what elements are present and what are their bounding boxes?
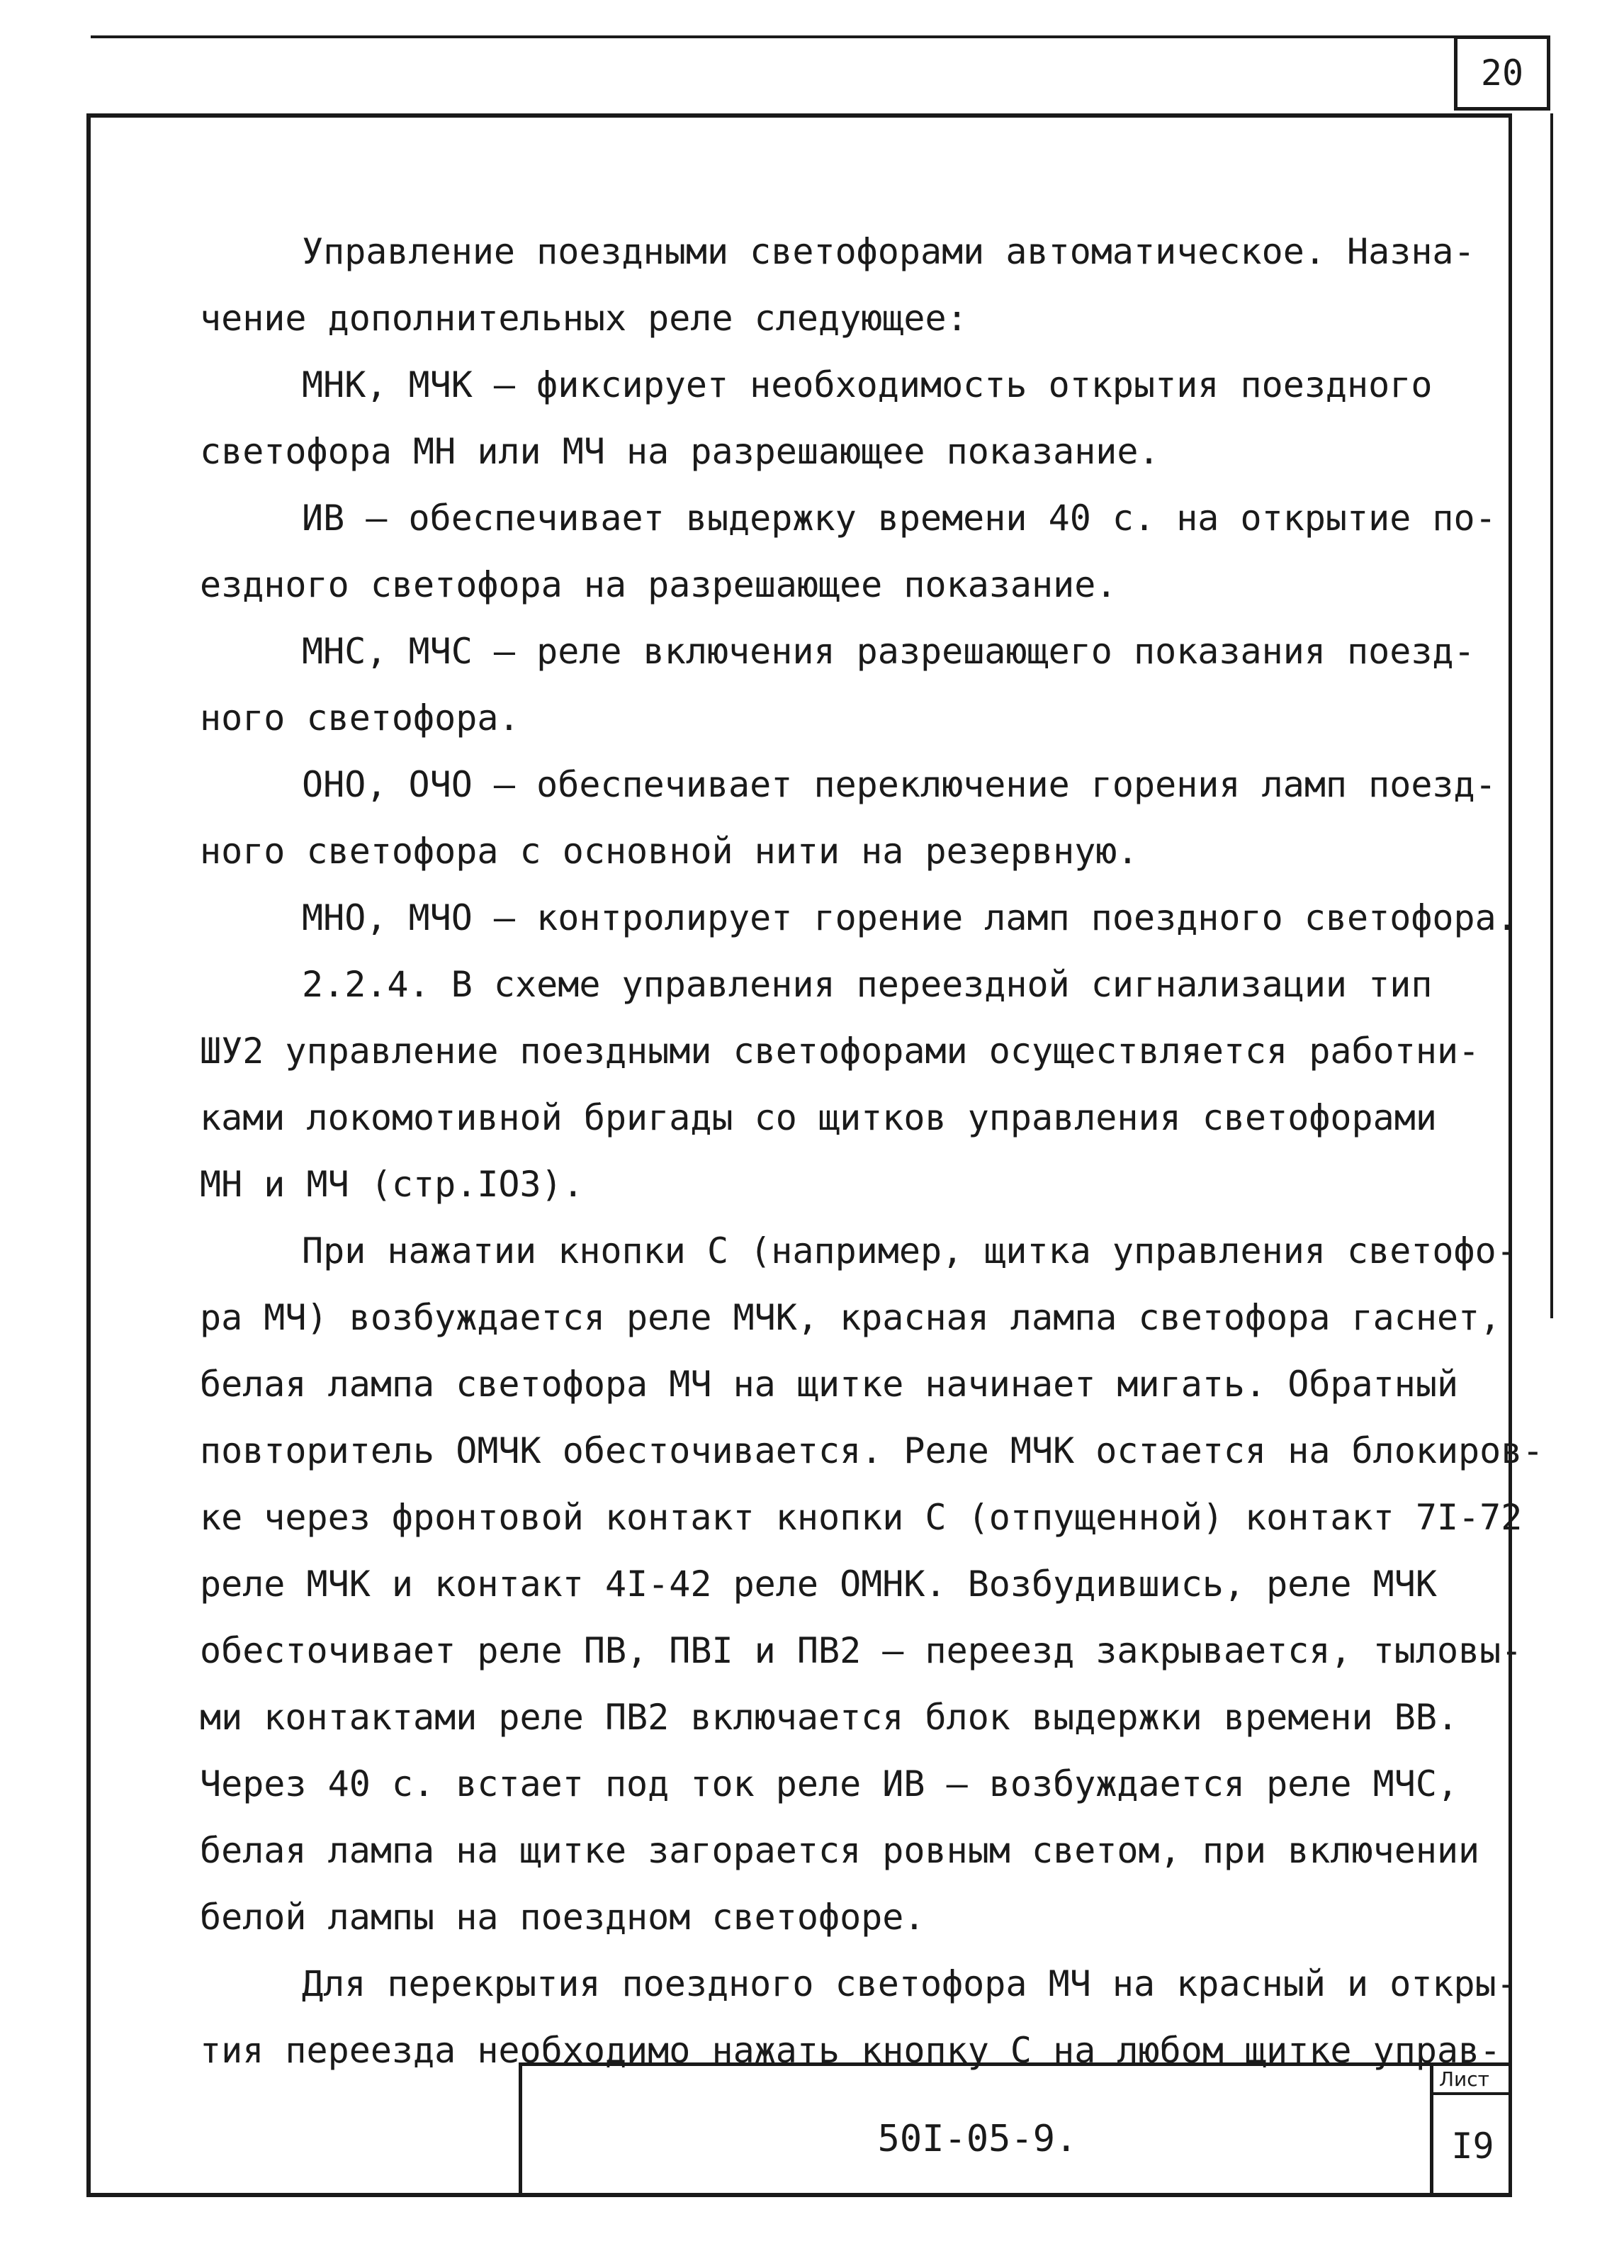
text-line: ками локомотивной бригады со щитков управления светофорами: [200, 1097, 1437, 1138]
text-line: МН и МЧ (стр.IO3).: [200, 1164, 584, 1205]
text-line: При нажатии кнопки С (например, щитка управления светофо-: [302, 1230, 1518, 1271]
text-line: белой лампы на поездном светофоре.: [200, 1897, 925, 1938]
text-line: повторитель ОМЧК обесточивается. Реле МЧК остается на блокиров-: [200, 1430, 1544, 1471]
sheet-label: Лист: [1430, 2062, 1512, 2095]
text-line: чение дополнительных реле следующее:: [200, 298, 968, 339]
text-line: ездного светофора на разрешающее показание.: [200, 564, 1117, 605]
text-line: тия переезда необходимо нажать кнопку С на любом щитке управ-: [200, 2030, 1501, 2071]
text-line: ОНО, ОЧО – обеспечивает переключение горения ламп поезд-: [302, 764, 1496, 805]
text-line: ми контактами реле ПВ2 включается блок выдержки времени ВВ.: [200, 1697, 1459, 1738]
text-line: ного светофора.: [200, 697, 520, 739]
text-line: ра МЧ) возбуждается реле МЧК, красная лампа светофора гаснет,: [200, 1297, 1501, 1338]
sheet-number: I9: [1430, 2095, 1512, 2197]
text-line: МНО, МЧО – контролирует горение ламп поездного светофора.: [302, 897, 1518, 938]
text-line: обесточивает реле ПВ, ПВI и ПВ2 – переезд закрывается, тыловы-: [200, 1630, 1523, 1671]
text-line: реле МЧК и контакт 4I-42 реле ОМНК. Возбудившись, реле МЧК: [200, 1564, 1437, 1605]
title-block-doc-code: 50I-05-9.: [519, 2062, 1433, 2197]
text-line: МНС, МЧС – реле включения разрешающего показания поезд-: [302, 631, 1475, 672]
text-line: Для перекрытия поездного светофора МЧ на красный и откры-: [302, 1963, 1518, 2004]
text-line: Через 40 с. встает под ток реле ИВ – возбуждается реле МЧС,: [200, 1763, 1459, 1804]
top-rule: [91, 35, 1458, 38]
text-line: ИВ – обеспечивает выдержку времени 40 с. на открытие по-: [302, 498, 1496, 539]
right-margin-rule: [1550, 113, 1553, 1318]
page-number: 20: [1454, 35, 1550, 111]
text-line: ШУ2 управление поездными светофорами осуществляется работни-: [200, 1031, 1480, 1072]
text-line: 2.2.4. В схеме управления переездной сигнализации тип: [302, 964, 1433, 1005]
text-line: ке через фронтовой контакт кнопки С (отпущенной) контакт 7I-72: [200, 1497, 1523, 1538]
text-line: белая лампа на щитке загорается ровным светом, при включении: [200, 1830, 1480, 1871]
text-line: Управление поездными светофорами автоматическое. Назна-: [302, 231, 1475, 272]
text-line: белая лампа светофора МЧ на щитке начинает мигать. Обратный: [200, 1364, 1459, 1405]
text-line: МНК, МЧК – фиксирует необходимость открытия поездного: [302, 364, 1433, 405]
text-line: светофора МН или МЧ на разрешающее показание.: [200, 431, 1160, 472]
text-line: ного светофора с основной нити на резервную.: [200, 831, 1139, 872]
